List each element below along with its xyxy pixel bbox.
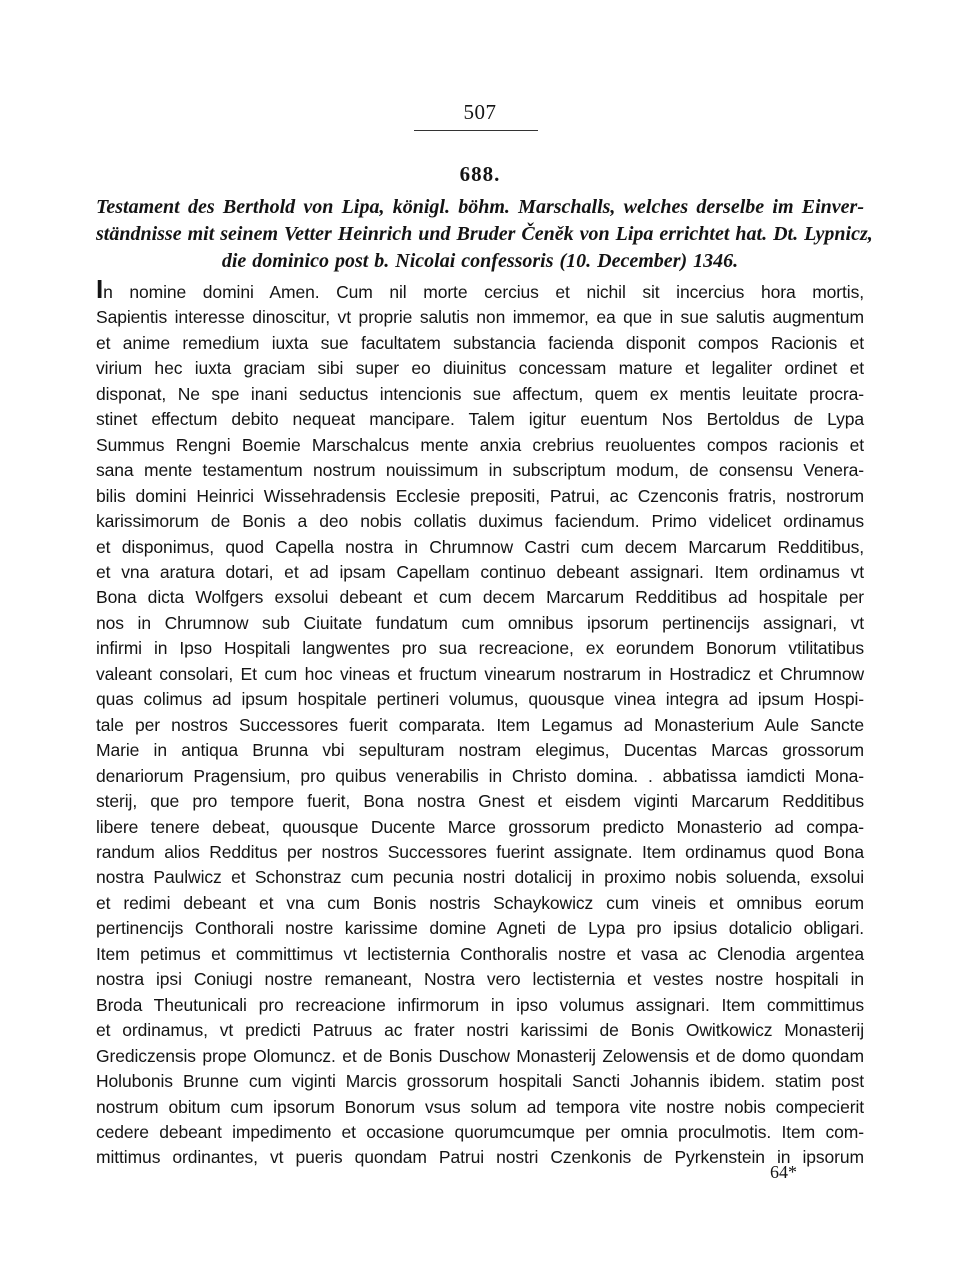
text-line: Bona dicta Wolfgers exsolui debeant et cum decem Marcarum Redditibus ad hospitale per [96,587,864,608]
text-line: nostra Paulwicz et Schonstraz cum pecunia nostri dotalicij in proximo nobis soluenda, exsolui [96,867,864,888]
text-line: valeant consolari, Et cum hoc vineas et fructum vinearum nostrarum in Hostradicz et Chrumnow [96,663,864,684]
text-line: et disponimus, quod Capella nostra in Chrumnow Castri cum decem Marcarum Redditibus, [96,536,864,557]
text-line: stinet effectum debito nequeat mancipare. Talem igitur euentum Nos Bertoldus de Lypa [96,409,864,430]
text-line: Grediczensis prope Olomuncz. et de Bonis Duschow Monasterij Zelowensis et de domo quondam [96,1045,864,1066]
text-line: denariorum Pragensium, pro quibus venerabilis in Christo domina. . abbatissa iamdicti Mona- [96,765,864,786]
text-line: mittimus ordinantes, vt pueris quondam Patrui nostri Czenkonis de Pyrkenstein in ipsorum [96,1147,864,1168]
text-line: nostrum obitum cum ipsorum Bonorum vsus solum ad tempora vite nostre nobis compecierit [96,1096,864,1117]
text-line: Holubonis Brunne cum viginti Marcis grossorum hospitali Sancti Johannis ibidem. statim post [96,1071,864,1092]
regest-line: ständnisse mit seinem Vetter Heinrich und Bruder Čeněk von Lipa errichtet hat. Dt. Lypnicz, [96,223,873,245]
text-line: Item petimus et committimus vt lectisternia Conthoralis nostre et vasa ac Clenodia argentea [96,943,864,964]
text-line: karissimorum de Bonis a deo nobis collatis duximus faciendum. Primo videlicet ordinamus [96,511,864,532]
text-line: pertinencijs Conthorali nostre karissime domine Agneti de Lypa pro ipsius dotalicio obligari. [96,918,864,939]
text-line: et anime remedium iuxta sue facultatem substancia facienda disponit compos Racionis et [96,332,864,353]
text-line: et redimi debeant et vna cum Bonis nostris Schaykowicz cum vineis et omnibus eorum [96,892,864,913]
text-line: virium hec iuxta graciam sibi super eo diuinitus concessam mature et legaliter ordinet et [96,358,864,379]
text-line: nostra ipsi Coniugi nostre remaneant, Nostra vero lectisternia et vestes nostre hospitali in [96,969,864,990]
text-line: libere tenere debeat, quousque Ducente Marce grossorum predicto Monasterio ad compa- [96,816,864,837]
text-line: nos in Chrumnow sub Ciuitate fundatum cum omnibus ipsorum pertinencijs assignari, vt [96,612,864,633]
text-line: et vna aratura dotari, et ad ipsam Capellam continuo debeant assignari. Item ordinamus vt [96,561,864,582]
text-line: Marie in antiqua Brunna vbi sepulturam nostram elegimus, Ducentas Marcas grossorum [96,740,864,761]
text-line: cedere debeant impedimento et occasione quorumcumque per omnia proculmotis. Item com- [96,1121,864,1142]
text-line: Sapientis interesse dinoscitur, vt proprie salutis non immemor, ea que in sue salutis augmentum [96,307,864,328]
text-line: randum alios Redditus per nostros Successores fuerint assignate. Item ordinamus quod Bona [96,841,864,862]
text-line [96,274,864,305]
text-line: bilis domini Heinrici Wissehradensis Ecclesie prepositi, Patrui, ac Czenconis fratris, nostrorum [96,485,864,506]
text-line: sterij, que pro tempore fuerit, Bona nostra Gnest et eisdem viginti Marcarum Redditibus [96,791,864,812]
text-line: infirmi in Ipso Hospitali langwentes pro sua recreacione, ex eorundem Bonorum vtilitatibus [96,638,864,659]
text-line: quas colimus ad ipsum hospitale pertineri volumus, quousque vinea integra ad ipsum Hospi- [96,689,864,710]
regest-line: die dominico post b. Nicolai confessoris (10. December) 1346. [221,250,739,272]
charter-text [96,274,864,1171]
first-line-text: n nomine domini Amen. Cum nil morte cercius et nichil sit incercius hora mortis, [103,282,864,302]
regest-line: Testament des Berthold von Lipa, königl. böhm. Marschalls, welches derselbe im Einver- [96,196,864,218]
text-line: tale per nostros Successores fuerit comparata. Item Legamus ad Monasterium Aule Sancte [96,714,864,735]
initial-letter: I [96,274,104,304]
page-number: 507 [463,100,497,124]
text-line: sana mente testamentum nostrum nouissimum in subscriptum modum, de consensu Venera- [96,460,864,481]
text-line: Broda Theutunicali pro recreacione infirmorum in ipso volumus assignari. Item committimus [96,994,864,1015]
text-line: disponat, Ne spe inani seductus intencionis sue affectum, quem ex mentis leuitate procra- [96,383,864,404]
text-line: et ordinamus, vt predicti Patruus ac frater nostri karissimi de Bonis Owitkowicz Monasterij [96,1020,864,1041]
signature-mark: 64* [770,1162,797,1182]
page-number-rule [414,130,538,131]
regest-heading [96,194,873,275]
text-line: Summus Rengni Boemie Marschalcus mente anxia crebrius reuoluentes compos racionis et [96,434,864,455]
document-number: 688. [459,162,501,186]
